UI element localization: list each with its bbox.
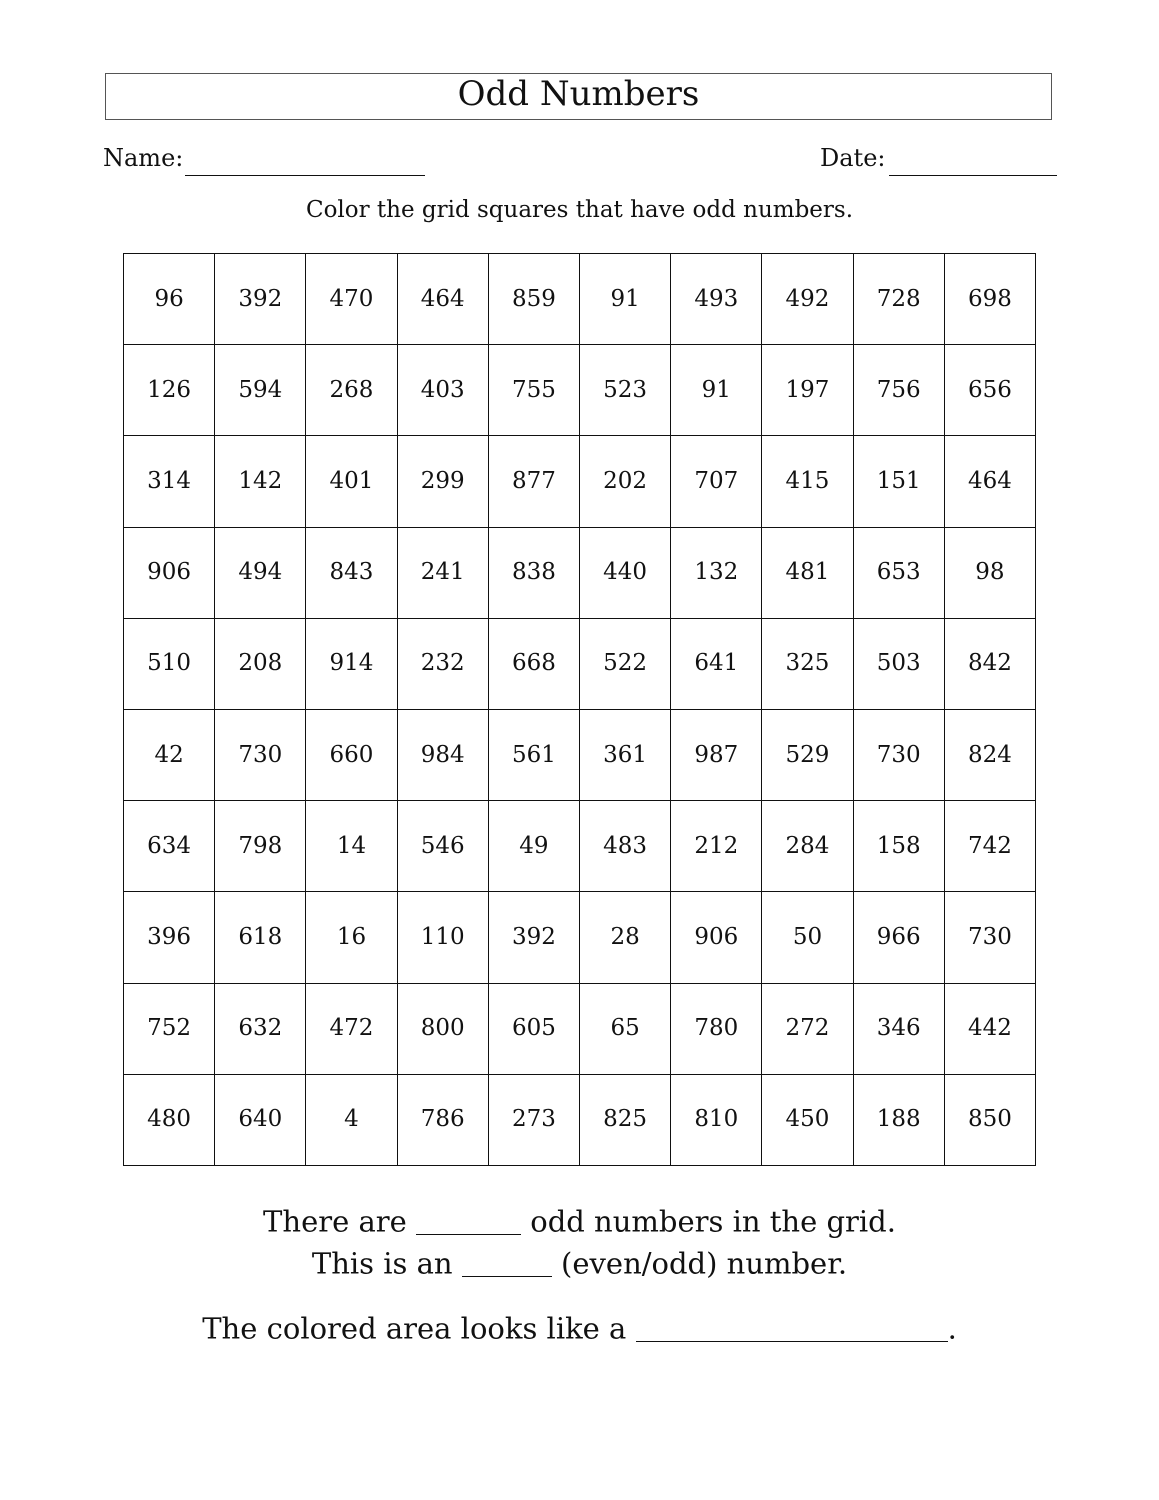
grid-cell[interactable]: 987	[671, 710, 762, 801]
odd-count-blank[interactable]	[416, 1205, 521, 1235]
grid-cell[interactable]: 798	[215, 801, 306, 892]
grid-cell[interactable]: 480	[124, 1075, 215, 1166]
grid-cell[interactable]: 65	[580, 984, 671, 1075]
grid-cell[interactable]: 618	[215, 892, 306, 983]
grid-cell[interactable]: 494	[215, 528, 306, 619]
grid-cell[interactable]: 877	[489, 436, 580, 527]
grid-cell[interactable]: 859	[489, 254, 580, 345]
grid-cell[interactable]: 984	[398, 710, 489, 801]
grid-cell[interactable]: 914	[306, 619, 397, 710]
grid-cell[interactable]: 314	[124, 436, 215, 527]
question-parity-prefix: This is an	[311, 1246, 462, 1281]
grid-cell[interactable]: 470	[306, 254, 397, 345]
grid-cell[interactable]: 91	[580, 254, 671, 345]
grid-cell[interactable]: 392	[215, 254, 306, 345]
grid-cell[interactable]: 450	[762, 1075, 853, 1166]
grid-cell[interactable]: 91	[671, 345, 762, 436]
grid-cell[interactable]: 780	[671, 984, 762, 1075]
date-label: Date:	[820, 144, 886, 172]
grid-cell[interactable]: 346	[854, 984, 945, 1075]
grid-cell[interactable]: 132	[671, 528, 762, 619]
grid-cell[interactable]: 632	[215, 984, 306, 1075]
grid-cell[interactable]: 98	[945, 528, 1036, 619]
grid-cell[interactable]: 843	[306, 528, 397, 619]
grid-cell[interactable]: 49	[489, 801, 580, 892]
grid-cell[interactable]: 272	[762, 984, 853, 1075]
grid-cell[interactable]: 483	[580, 801, 671, 892]
shape-blank[interactable]	[636, 1312, 948, 1342]
grid-cell[interactable]: 403	[398, 345, 489, 436]
grid-cell[interactable]: 126	[124, 345, 215, 436]
grid-cell[interactable]: 401	[306, 436, 397, 527]
grid-cell[interactable]: 523	[580, 345, 671, 436]
question-odd-count-suffix: odd numbers in the grid.	[521, 1204, 896, 1239]
grid-cell[interactable]: 707	[671, 436, 762, 527]
grid-cell[interactable]: 653	[854, 528, 945, 619]
grid-cell[interactable]: 906	[124, 528, 215, 619]
grid-cell[interactable]: 268	[306, 345, 397, 436]
grid-cell[interactable]: 730	[945, 892, 1036, 983]
question-odd-count-prefix: There are	[263, 1204, 417, 1239]
grid-cell[interactable]: 668	[489, 619, 580, 710]
grid-cell[interactable]: 142	[215, 436, 306, 527]
grid-cell[interactable]: 442	[945, 984, 1036, 1075]
title-box	[105, 73, 1052, 120]
grid-cell[interactable]: 50	[762, 892, 853, 983]
grid-cell[interactable]: 14	[306, 801, 397, 892]
grid-cell[interactable]: 641	[671, 619, 762, 710]
grid-cell[interactable]: 730	[215, 710, 306, 801]
grid-cell[interactable]: 212	[671, 801, 762, 892]
grid-cell[interactable]: 158	[854, 801, 945, 892]
instructions: Color the grid squares that have odd numbers.	[305, 197, 854, 223]
grid-cell[interactable]: 546	[398, 801, 489, 892]
name-label: Name:	[103, 144, 184, 172]
grid-cell[interactable]: 284	[762, 801, 853, 892]
grid-cell[interactable]: 16	[306, 892, 397, 983]
grid-cell[interactable]: 529	[762, 710, 853, 801]
grid-cell[interactable]: 698	[945, 254, 1036, 345]
name-field[interactable]	[185, 175, 425, 176]
question-odd-count	[0, 1205, 1159, 1237]
grid-cell[interactable]: 28	[580, 892, 671, 983]
grid-cell[interactable]: 842	[945, 619, 1036, 710]
grid-cell[interactable]: 561	[489, 710, 580, 801]
grid-cell[interactable]: 472	[306, 984, 397, 1075]
grid-cell[interactable]: 42	[124, 710, 215, 801]
grid-cell[interactable]: 742	[945, 801, 1036, 892]
date-field[interactable]	[889, 175, 1057, 176]
question-shape-prefix: The colored area looks like a	[202, 1311, 636, 1346]
grid-cell[interactable]: 241	[398, 528, 489, 619]
grid-cell[interactable]: 464	[398, 254, 489, 345]
grid-cell[interactable]: 481	[762, 528, 853, 619]
grid-cell[interactable]: 197	[762, 345, 853, 436]
grid-cell[interactable]: 202	[580, 436, 671, 527]
grid-cell[interactable]: 810	[671, 1075, 762, 1166]
question-parity	[0, 1247, 1159, 1279]
grid-cell[interactable]: 728	[854, 254, 945, 345]
grid-cell[interactable]: 361	[580, 710, 671, 801]
grid-cell[interactable]: 656	[945, 345, 1036, 436]
grid-cell[interactable]: 510	[124, 619, 215, 710]
grid-cell[interactable]: 730	[854, 710, 945, 801]
grid-cell[interactable]: 605	[489, 984, 580, 1075]
grid-cell[interactable]: 825	[580, 1075, 671, 1166]
grid-cell[interactable]: 96	[124, 254, 215, 345]
grid-cell[interactable]: 110	[398, 892, 489, 983]
grid-cell[interactable]: 392	[489, 892, 580, 983]
grid-cell[interactable]: 966	[854, 892, 945, 983]
parity-blank[interactable]	[462, 1247, 552, 1277]
grid-cell[interactable]: 755	[489, 345, 580, 436]
question-shape-suffix: .	[947, 1311, 957, 1346]
grid-cell[interactable]: 752	[124, 984, 215, 1075]
grid-cell[interactable]: 594	[215, 345, 306, 436]
grid-cell[interactable]: 440	[580, 528, 671, 619]
grid-cell[interactable]: 786	[398, 1075, 489, 1166]
grid-cell[interactable]: 503	[854, 619, 945, 710]
grid-cell[interactable]: 396	[124, 892, 215, 983]
grid-cell[interactable]: 325	[762, 619, 853, 710]
grid-cell[interactable]: 522	[580, 619, 671, 710]
grid-cell[interactable]: 208	[215, 619, 306, 710]
grid-cell[interactable]: 634	[124, 801, 215, 892]
grid-cell[interactable]: 493	[671, 254, 762, 345]
question-parity-suffix: (even/odd) number.	[551, 1246, 848, 1281]
grid-cell[interactable]: 299	[398, 436, 489, 527]
grid-cell[interactable]: 660	[306, 710, 397, 801]
grid-cell[interactable]: 188	[854, 1075, 945, 1166]
grid-cell[interactable]: 415	[762, 436, 853, 527]
grid-cell[interactable]: 906	[671, 892, 762, 983]
grid-cell[interactable]: 800	[398, 984, 489, 1075]
grid-cell[interactable]: 838	[489, 528, 580, 619]
grid-cell[interactable]: 492	[762, 254, 853, 345]
grid-cell[interactable]: 640	[215, 1075, 306, 1166]
worksheet-title: Odd Numbers	[457, 73, 700, 114]
grid-cell[interactable]: 151	[854, 436, 945, 527]
question-shape	[0, 1312, 1159, 1344]
grid-cell[interactable]: 273	[489, 1075, 580, 1166]
grid-cell[interactable]: 756	[854, 345, 945, 436]
grid-cell[interactable]: 850	[945, 1075, 1036, 1166]
number-grid	[123, 253, 1036, 1166]
grid-cell[interactable]: 824	[945, 710, 1036, 801]
grid-cell[interactable]: 464	[945, 436, 1036, 527]
grid-cell[interactable]: 232	[398, 619, 489, 710]
grid-cell[interactable]: 4	[306, 1075, 397, 1166]
